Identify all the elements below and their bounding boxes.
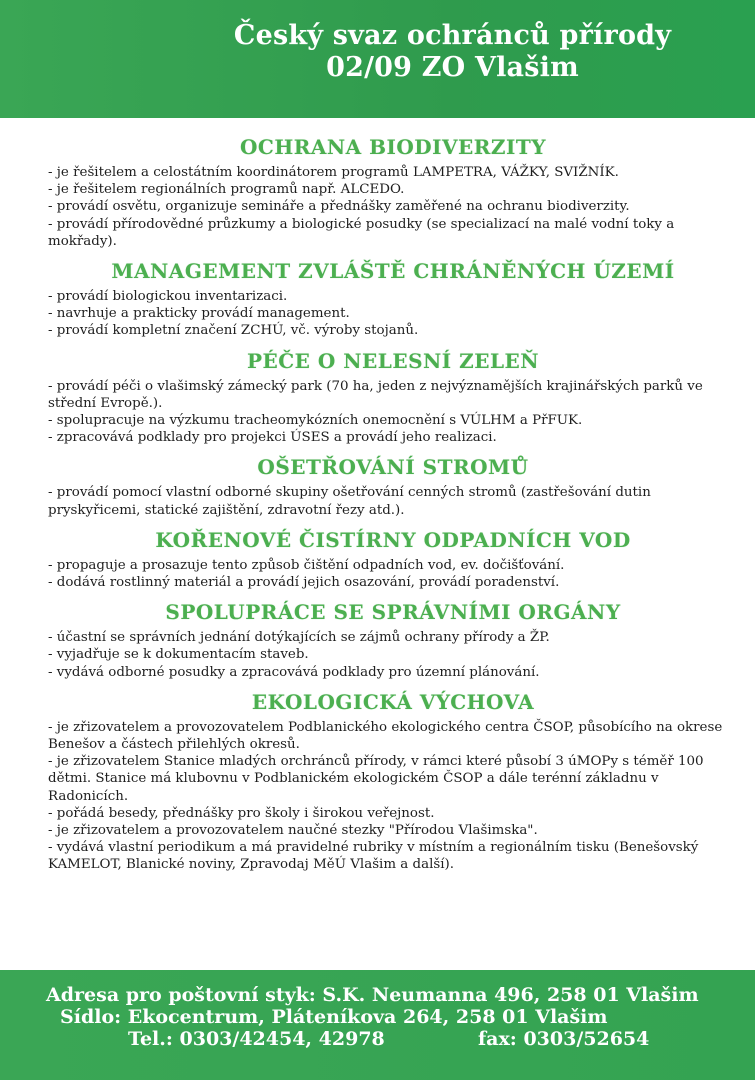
list-item: - je zřizovatelem a provozovatelem Podblanického ekologického centra ČSOP, působícího na okrese Benešov a částech přilehlých okresů. (48, 719, 738, 753)
organization-unit: 02/09 ZO Vlašim (326, 52, 579, 83)
list-item: - provádí biologickou inventarizaci. (48, 288, 738, 305)
organization-name: Český svaz ochránců přírody (233, 20, 672, 51)
list-item: - navrhuje a prakticky provádí management. (48, 305, 738, 322)
section-ecological-education (48, 689, 738, 874)
section-authorities-cooperation (48, 599, 738, 681)
item-list (48, 557, 738, 591)
item-list (48, 288, 738, 340)
list-item: - provádí přírodovědné průzkumy a biologické posudky (se specializací na malé vodní toky a mokřady). (48, 216, 738, 250)
list-item: - provádí osvětu, organizuje semináře a přednášky zaměřené na ochranu biodiverzity. (48, 198, 738, 215)
section-tree-care (48, 454, 738, 518)
list-item: - je řešitelem a celostátním koordinátorem programů LAMPETRA, VÁŽKY, SVIŽNÍK. (48, 164, 738, 181)
section-heading: OCHRANA BIODIVERZITY (239, 135, 546, 159)
fax: fax: 0303/52654 (478, 1028, 650, 1050)
header-banner (0, 0, 755, 118)
list-item: - je řešitelem regionálních programů např. ALCEDO. (48, 181, 738, 198)
section-greenery-care (48, 348, 738, 447)
footer-contact-banner (0, 970, 755, 1080)
section-heading: OŠETŘOVÁNÍ STROMŮ (257, 455, 529, 480)
section-biodiversity (48, 134, 738, 250)
item-list (48, 164, 738, 250)
postal-address: Adresa pro poštovní styk: S.K. Neumanna 496, 258 01 Vlašim (46, 984, 699, 1006)
seat-address: Sídlo: Ekocentrum, Pláteníkova 264, 258 01 Vlašim (60, 1006, 608, 1028)
section-protected-areas (48, 258, 738, 340)
list-item: - je zřizovatelem Stanice mladých orchránců přírody, v rámci které působí 3 úMOPy s téměř 100 dětmi. Stanice má klubovnu v Podblanickém ekologickém ČSOP a dále terénní základnu v Radonicích. (48, 753, 738, 805)
section-heading: KOŘENOVÉ ČISTÍRNY ODPADNÍCH VOD (155, 527, 631, 552)
list-item: - provádí kompletní značení ZCHÚ, vč. výroby stojanů. (48, 322, 738, 339)
item-list (48, 484, 738, 518)
list-item: - vydává odborné posudky a zpracovává podklady pro územní plánování. (48, 664, 738, 681)
content (48, 126, 738, 874)
item-list (48, 629, 738, 681)
list-item: - propaguje a prosazuje tento způsob čištění odpadních vod, ev. dočišťování. (48, 557, 738, 574)
list-item: - vydává vlastní periodikum a má pravidelné rubriky v místním a regionálním tisku (Benešovský KAMELOT, Blanické noviny, Zpravodaj MěÚ Vlašim a další). (48, 839, 738, 873)
section-root-treatment-plants (48, 527, 738, 591)
organization-title (150, 20, 755, 84)
list-item: - vyjadřuje se k dokumentacím staveb. (48, 646, 738, 663)
list-item: - pořádá besedy, přednášky pro školy i širokou veřejnost. (48, 805, 738, 822)
telephone: Tel.: 0303/42454, 42978 (128, 1028, 385, 1050)
list-item: - je zřizovatelem a provozovatelem naučné stezky "Přírodou Vlašimska". (48, 822, 738, 839)
section-heading: EKOLOGICKÁ VÝCHOVA (251, 689, 535, 714)
list-item: - účastní se správních jednání dotýkajících se zájmů ochrany přírody a ŽP. (48, 629, 738, 646)
item-list (48, 719, 738, 874)
item-list (48, 378, 738, 447)
list-item: - provádí pomocí vlastní odborné skupiny ošetřování cenných stromů (zastřešování dutin pryskyřicemi, statické zajištění, zdravotní řezy atd.). (48, 484, 738, 518)
section-heading: SPOLUPRÁCE SE SPRÁVNÍMI ORGÁNY (165, 600, 621, 625)
section-heading: PÉČE O NELESNÍ ZELEŇ (246, 348, 540, 373)
list-item: - spolupracuje na výzkumu tracheomykózních onemocnění s VÚLHM a PřFUK. (48, 412, 738, 429)
section-heading: MANAGEMENT ZVLÁŠTĚ CHRÁNĚNÝCH ÚZEMÍ (111, 259, 675, 284)
list-item: - zpracovává podklady pro projekci ÚSES a provádí jeho realizaci. (48, 429, 738, 446)
list-item: - provádí péči o vlašimský zámecký park (70 ha, jeden z nejvýznamějších krajinářských parků ve střední Evropě.). (48, 378, 738, 412)
list-item: - dodává rostlinný materiál a provádí jejich osazování, provádí poradenství. (48, 574, 738, 591)
